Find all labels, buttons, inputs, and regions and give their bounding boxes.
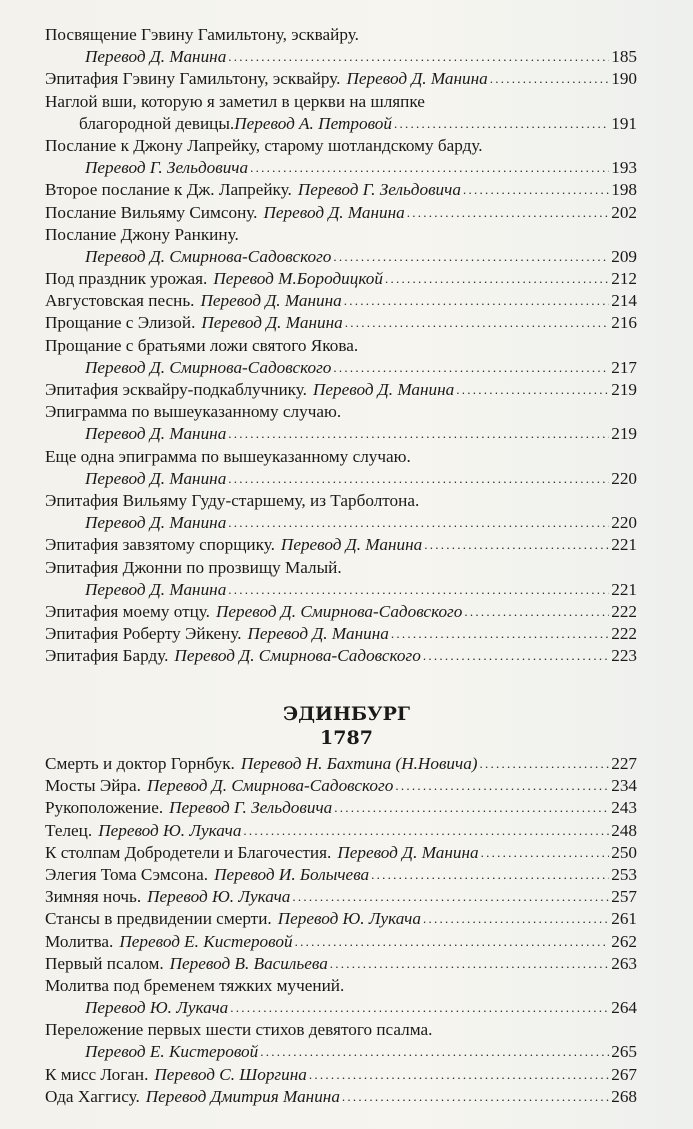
toc-entry	[45, 401, 637, 423]
toc-entry	[45, 91, 637, 113]
entry-translator: Перевод Г. Зельдовича	[169, 798, 333, 818]
toc-entry	[45, 797, 637, 819]
dot-leader	[228, 511, 609, 534]
entry-title: Прощание с братьями ложи святого Якова.	[45, 335, 359, 355]
toc-entry	[45, 113, 637, 135]
entry-title: Молитва под бременем тяжких мучений.	[45, 975, 345, 995]
entry-title: Телец.	[45, 820, 93, 840]
dot-leader	[230, 996, 609, 1019]
toc-entry	[45, 1041, 637, 1063]
entry-translator: Перевод Д. Смирнова-Садовского	[146, 776, 394, 796]
dot-leader	[309, 1063, 609, 1086]
dot-leader	[345, 311, 610, 334]
toc-entry	[45, 490, 637, 512]
toc-entry	[45, 24, 637, 46]
entry-translator: Перевод Д. Манина	[200, 291, 342, 311]
entry-page-number: 219	[611, 424, 637, 444]
entry-page-number: 191	[611, 113, 637, 133]
entry-translator: Перевод Д. Манина	[337, 842, 479, 862]
entry-translator: Перевод Д. Смирнова-Садовского	[174, 646, 421, 666]
entry-title: Переложение первых шести стихов девятого псалма.	[45, 1020, 433, 1040]
toc-entry	[45, 46, 637, 68]
entry-translator: Перевод Ю. Лукача	[98, 820, 242, 840]
toc-entry	[45, 775, 637, 797]
entry-title: Мосты Эйра.	[45, 776, 141, 796]
toc-entry	[45, 290, 637, 312]
dot-leader	[333, 356, 609, 379]
dot-leader	[371, 863, 609, 886]
entry-translator: Перевод Д. Манина	[201, 313, 343, 333]
entry-translator: Перевод Г. Зельдовича	[85, 158, 249, 178]
entry-title: К столпам Добродетели и Благочестия.	[45, 842, 332, 862]
entry-title: Второе послание к Дж. Лапрейку.	[45, 180, 292, 200]
entry-page-number: 190	[611, 69, 637, 89]
entry-translator: Перевод Н. Бахтина (Н.Новича)	[240, 754, 478, 773]
entry-title: Послание Джону Ранкину.	[45, 224, 239, 244]
entry-page-number: 223	[611, 646, 637, 666]
entry-translator: Перевод С. Шоргина	[154, 1064, 307, 1084]
entry-page-number: 243	[611, 798, 637, 818]
entry-page-number: 212	[611, 269, 637, 289]
dot-leader	[481, 841, 610, 864]
dot-leader	[456, 378, 609, 401]
toc-entry	[45, 268, 637, 290]
entry-translator: Перевод Д. Манина	[85, 513, 227, 533]
entry-translator: Перевод Д. Манина	[263, 202, 405, 222]
entry-page-number: 261	[611, 909, 637, 929]
entry-translator: Перевод Ю. Лукача	[85, 998, 229, 1018]
entry-page-number: 267	[611, 1064, 637, 1084]
entry-title: Еще одна эпиграмма по вышеуказанному случаю.	[45, 446, 411, 466]
entry-title: Эпитафия Барду.	[45, 646, 169, 666]
entry-page-number: 248	[611, 820, 637, 840]
entry-title: К мисс Логан.	[45, 1064, 149, 1084]
entry-translator: Перевод Д. Смирнова-Садовского	[215, 601, 463, 621]
toc-entry	[45, 579, 637, 601]
toc-entry	[45, 1086, 637, 1108]
toc-entry	[45, 179, 637, 201]
dot-leader	[391, 622, 609, 645]
entry-page-number: 202	[611, 202, 637, 222]
toc-entry	[45, 224, 637, 246]
entry-page-number: 250	[611, 842, 637, 862]
dot-leader	[423, 907, 609, 930]
entry-page-number: 217	[611, 357, 637, 377]
dot-leader	[334, 796, 609, 819]
toc-entry	[45, 446, 637, 468]
toc-entry	[45, 908, 637, 930]
entry-translator: Перевод М.Бородицкой	[213, 269, 383, 289]
entry-page-number: 257	[611, 887, 637, 907]
entry-page-number: 268	[611, 1086, 637, 1106]
entry-page-number: 221	[611, 579, 637, 599]
dot-leader	[260, 1040, 609, 1063]
entry-translator: Перевод Дмитрия Манина	[145, 1086, 340, 1106]
entry-title: Эпитафия Джонни по прозвищу Малый.	[45, 557, 342, 577]
toc-entry	[45, 312, 637, 334]
entry-title: Послание к Джону Лапрейку, старому шотландскому барду.	[45, 135, 483, 155]
toc-entry	[45, 753, 637, 775]
toc-entry	[45, 1019, 637, 1041]
entry-translator: Перевод Ю. Лукача	[277, 909, 421, 929]
toc-entry	[45, 423, 637, 445]
entry-page-number: 221	[611, 535, 637, 555]
entry-title: Эпитафия Вильяму Гуду-старшему, из Тарболтона.	[45, 490, 420, 510]
dot-leader	[228, 578, 609, 601]
toc-entry	[45, 820, 637, 842]
dot-leader	[407, 201, 609, 224]
dot-leader	[292, 885, 609, 908]
toc-entry	[45, 379, 637, 401]
dot-leader	[394, 112, 609, 135]
entry-title: Посвящение Гэвину Гамильтону, эсквайру.	[45, 25, 359, 44]
toc-entries-top	[45, 24, 637, 667]
toc-entry	[45, 1064, 637, 1086]
entry-page-number: 214	[611, 291, 637, 311]
entry-page-number: 209	[611, 246, 637, 266]
dot-leader	[228, 467, 609, 490]
dot-leader	[464, 600, 609, 623]
entry-title: Эпитафия Гэвину Гамильтону, эсквайру.	[45, 69, 341, 89]
entry-title: Августовская песнь.	[45, 291, 195, 311]
dot-leader	[395, 774, 609, 797]
dot-leader	[463, 178, 609, 201]
entry-page-number: 222	[611, 601, 637, 621]
entry-translator: Перевод Д. Смирнова-Садовского	[85, 246, 332, 266]
entry-title: Элегия Тома Сэмсона.	[45, 864, 209, 884]
toc-entry	[45, 202, 637, 224]
entry-translator: Перевод Е. Кистеровой	[85, 1042, 259, 1062]
entry-title: Эпитафия завзятому спорщику.	[45, 535, 275, 555]
entry-page-number: 216	[611, 313, 637, 333]
entry-page-number: 198	[611, 180, 637, 200]
toc-entry	[45, 468, 637, 490]
entry-translator: Перевод Д. Манина	[312, 380, 455, 399]
entry-title: Послание Вильяму Симсону.	[45, 202, 258, 222]
dot-leader	[243, 819, 609, 842]
entry-page-number: 262	[611, 931, 637, 951]
entry-title: благородной девицы.	[79, 113, 235, 133]
toc-entry	[45, 975, 637, 997]
entry-page-number: 264	[611, 998, 637, 1018]
entry-translator: Перевод И. Болычева	[214, 864, 370, 884]
toc-entry	[45, 931, 637, 953]
entry-translator: Перевод Д. Манина	[85, 47, 227, 67]
entry-page-number: 265	[611, 1042, 637, 1062]
dot-leader	[385, 267, 609, 290]
toc-entry	[45, 601, 637, 623]
dot-leader	[423, 644, 609, 667]
toc-entry	[45, 842, 637, 864]
section-year: 1787	[320, 727, 373, 749]
entry-page-number: 227	[611, 754, 637, 773]
dot-leader	[424, 533, 609, 556]
entry-title: Наглой вши, которую я заметил в церкви на шляпке	[45, 91, 425, 111]
entry-translator: Перевод В. Васильева	[169, 953, 328, 973]
entry-title: Зимняя ночь.	[45, 887, 142, 907]
entry-title: Стансы в предвидении смерти.	[45, 909, 272, 929]
entry-title: Прощание с Элизой.	[45, 313, 196, 333]
entry-translator: Перевод Г. Зельдовича	[297, 180, 461, 200]
toc-entry	[45, 157, 637, 179]
dot-leader	[490, 67, 609, 90]
entry-page-number: 219	[611, 380, 637, 399]
toc-entry	[45, 997, 637, 1019]
dot-leader	[295, 930, 610, 953]
toc-entries-bottom	[45, 753, 637, 1108]
entry-translator: Перевод Д. Манина	[85, 468, 227, 488]
toc-entry	[45, 645, 637, 667]
toc-entry	[45, 68, 637, 90]
entry-page-number: 220	[611, 513, 637, 533]
entry-page-number: 234	[611, 776, 637, 796]
section-heading: ЭДИНБУРГ	[283, 703, 410, 725]
dot-leader	[344, 289, 609, 312]
entry-translator: Перевод Д. Манина	[247, 624, 389, 644]
entry-title: Эпитафия Роберту Эйкену.	[45, 624, 242, 644]
toc-entry	[45, 135, 637, 157]
toc-entry	[45, 557, 637, 579]
entry-title: Под праздник урожая.	[45, 269, 208, 289]
toc-entry	[45, 246, 637, 268]
entry-translator: Перевод Е. Кистеровой	[119, 931, 293, 951]
entry-page-number: 222	[611, 624, 637, 644]
entry-title: Рукоположение.	[45, 798, 164, 818]
entry-translator: Перевод Д. Смирнова-Садовского	[85, 357, 332, 377]
dot-leader	[330, 952, 609, 975]
entry-translator: Перевод Ю. Лукача	[147, 887, 291, 907]
toc-entry	[45, 335, 637, 357]
entry-page-number: 220	[611, 468, 637, 488]
entry-title: Эпитафия эсквайру-подкаблучнику.	[45, 380, 307, 399]
entry-title: Молитва.	[45, 931, 114, 951]
entry-translator: Перевод Д. Манина	[85, 579, 227, 599]
toc-entry	[45, 953, 637, 975]
toc-entry	[45, 886, 637, 908]
entry-page-number: 253	[611, 864, 637, 884]
toc-entry	[45, 357, 637, 379]
entry-page-number: 185	[611, 47, 637, 67]
toc-entry	[45, 623, 637, 645]
dot-leader	[228, 422, 609, 445]
entry-title: Эпитафия моему отцу.	[45, 601, 210, 621]
dot-leader	[228, 45, 609, 68]
entry-translator: Перевод Д. Манина	[280, 535, 423, 555]
toc-entry	[45, 534, 637, 556]
entry-translator: Перевод А. Петровой	[234, 113, 392, 133]
entry-translator: Перевод Д. Манина	[85, 424, 227, 444]
dot-leader	[333, 245, 609, 268]
entry-page-number: 193	[611, 158, 637, 178]
entry-title: Первый псалом.	[45, 953, 164, 973]
entry-title: Смерть и доктор Горнбук.	[45, 754, 235, 773]
entry-translator: Перевод Д. Манина	[346, 69, 488, 89]
dot-leader	[342, 1085, 609, 1108]
entry-title: Ода Хаггису.	[45, 1086, 140, 1106]
entry-title: Эпиграмма по вышеуказанному случаю.	[45, 402, 342, 422]
dot-leader	[480, 752, 610, 775]
toc-entry	[45, 512, 637, 534]
toc-entry	[45, 864, 637, 886]
dot-leader	[250, 156, 609, 179]
entry-page-number: 263	[611, 953, 637, 973]
